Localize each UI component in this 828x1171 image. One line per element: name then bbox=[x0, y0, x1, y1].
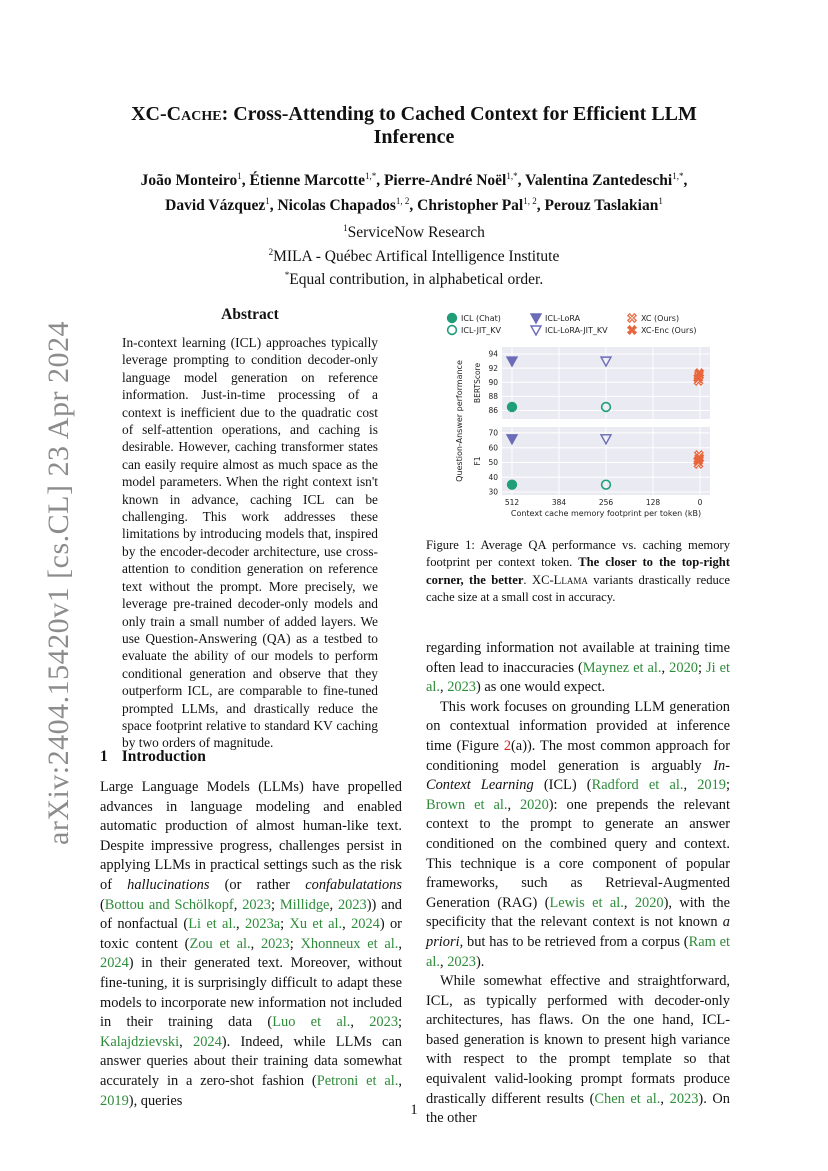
figure-1-svg bbox=[440, 306, 730, 528]
author-name: Nicolas Chapados bbox=[277, 197, 396, 215]
section-title: Introduction bbox=[121, 748, 206, 765]
y-tick-label: 88 bbox=[488, 392, 498, 402]
data-point bbox=[508, 480, 517, 489]
y-tick-label: 50 bbox=[488, 458, 498, 468]
citation-link[interactable]: Bottou and Schölkopf bbox=[104, 896, 234, 913]
y-tick-label: 30 bbox=[488, 487, 498, 497]
arxiv-identifier-sidebar bbox=[22, 321, 75, 845]
x-tick-label: 0 bbox=[697, 498, 703, 507]
citation-link[interactable]: Lewis et al. bbox=[549, 894, 624, 911]
citation-link[interactable]: Zou et al. bbox=[189, 935, 251, 952]
author-name: Christopher Pal bbox=[417, 197, 524, 215]
intro-paragraph: regarding information not available at training time often lead to inaccuracies (Maynez et al., 2020; Ji et al., 2023) as one would expect. bbox=[426, 640, 730, 696]
legend-label: XC-Enc (Ours) bbox=[641, 326, 697, 335]
legend-marker bbox=[448, 326, 457, 335]
author-name: Valentina Zantedeschi bbox=[525, 172, 673, 190]
section-number: 1 bbox=[100, 748, 108, 765]
citation-link[interactable]: 2023 bbox=[337, 896, 367, 913]
y-tick-label: 94 bbox=[488, 349, 498, 359]
y-tick-label: 70 bbox=[488, 428, 498, 438]
author-name: Perouz Taslakian bbox=[544, 197, 659, 215]
data-point bbox=[508, 403, 517, 412]
citation-link[interactable]: Kalajdzievski bbox=[100, 1033, 180, 1050]
left-column-text bbox=[100, 778, 402, 1111]
citation-link[interactable]: 2020 bbox=[669, 659, 698, 676]
arxiv-identifier: arXiv:2404.15420v1 [cs.CL] 23 Apr 2024 bbox=[42, 321, 75, 845]
legend-label: ICL-JIT_KV bbox=[461, 326, 501, 335]
author-affil: 1, 2 bbox=[523, 196, 537, 207]
citation-link[interactable]: Brown et al. bbox=[426, 796, 508, 813]
citation-link[interactable]: 2023 bbox=[242, 896, 271, 913]
author-affil: 1, 2 bbox=[395, 196, 410, 207]
page-number: 1 bbox=[410, 1102, 418, 1118]
author-affil: 1 bbox=[265, 196, 270, 207]
figure-1-chart bbox=[440, 306, 730, 528]
section-heading bbox=[100, 748, 220, 766]
author-affil: 1,* bbox=[672, 171, 684, 181]
y-tick-label: 40 bbox=[488, 472, 498, 482]
panel-y-label: F1 bbox=[473, 456, 482, 466]
legend-label: ICL (Chat) bbox=[461, 314, 501, 323]
citation-link[interactable]: 2019 bbox=[697, 777, 726, 794]
affiliation-marker: * bbox=[284, 270, 290, 281]
citation-link[interactable]: Xu et al. bbox=[289, 916, 343, 933]
y-tick-label: 92 bbox=[488, 363, 498, 373]
citation-link[interactable]: Maynez et al. bbox=[582, 659, 662, 676]
affiliation bbox=[100, 219, 728, 243]
citation-link[interactable]: 2023 bbox=[369, 1014, 399, 1031]
intro-paragraph: While somewhat effective and straightforward, ICL, as typically performed with decoder-only architectures, has flaws. On the one hand, ICL-based generation is known to present high variance with respect to the prompt template so that equivalent valid-looking prompt formats produce drastically different results (Chen et al., 2023). On the other bbox=[426, 973, 730, 1127]
affiliation-text: Equal contribution, in alphabetical order. bbox=[289, 271, 544, 289]
legend-marker bbox=[531, 326, 541, 335]
x-tick-label: 512 bbox=[504, 498, 520, 507]
citation-link[interactable]: Li et al. bbox=[188, 916, 237, 933]
panel-y-label: BERTScore bbox=[473, 362, 482, 404]
citation-link[interactable]: 2020 bbox=[519, 796, 549, 813]
y-tick-label: 60 bbox=[488, 443, 498, 453]
affiliation bbox=[100, 243, 728, 267]
author-name: Étienne Marcotte bbox=[249, 172, 365, 190]
affiliation-list bbox=[100, 219, 728, 290]
author-affil: 1,* bbox=[506, 171, 518, 181]
x-tick-label: 384 bbox=[551, 498, 567, 507]
citation-link[interactable]: Ji et al. bbox=[426, 659, 730, 696]
affiliation-text: MILA - Québec Artifical Intelligence Institute bbox=[273, 247, 560, 265]
author-affil: 1 bbox=[237, 171, 242, 181]
abstract-heading: Abstract bbox=[221, 306, 279, 323]
citation-link[interactable]: 2024 bbox=[193, 1033, 222, 1050]
author-name: David Vázquez bbox=[165, 197, 266, 215]
affiliation-marker: 2 bbox=[268, 246, 274, 257]
x-axis-label: Context cache memory footprint per token (kB) bbox=[510, 509, 702, 518]
legend-label: ICL-LoRA-JIT_KV bbox=[545, 326, 608, 335]
y-tick-label: 90 bbox=[488, 377, 498, 387]
citation-link[interactable]: 2023 bbox=[260, 935, 290, 952]
author-affil: 1 bbox=[658, 196, 663, 207]
legend-marker bbox=[448, 314, 457, 323]
intro-paragraph: This work focuses on grounding LLM generation on contextual information provided at inference time (Figure 2(a)). The most common approach for conditioning model generation is arguably In-Context Learning (ICL) (Radford et al., 2019; Brown et al., 2020): one prepends the relevant context to the prompt to generate an answer conditioned on the combined query and context. This technique is a core component of popular frameworks, such as Retrieval-Augmented Generation (RAG) (Lewis et al., 2020), with the specificity that the relevant context is not known a priori, but has to be retrieved from a corpus (Ram et al., 2023). bbox=[426, 698, 731, 970]
y-tick-label: 86 bbox=[488, 406, 498, 416]
figure-caption: Figure 1: Average QA performance vs. caching memory footprint per context token. The closer to the top-right corner, the better. XC-Llama variants drastically reduce cache size at a small cost in accuracy. bbox=[426, 538, 730, 605]
author-name: Pierre-André Noël bbox=[383, 172, 507, 190]
citation-link[interactable]: 2023 bbox=[447, 953, 476, 970]
legend-label: ICL-LoRA bbox=[545, 314, 581, 323]
citation-link[interactable]: 2024 bbox=[351, 916, 380, 933]
citation-link[interactable]: Petroni et al. bbox=[316, 1072, 399, 1089]
citation-link[interactable]: 2020 bbox=[634, 894, 664, 911]
citation-link[interactable]: 2023 bbox=[669, 1090, 699, 1107]
author-name: João Monteiro bbox=[140, 172, 238, 190]
intro-paragraph: Large Language Models (LLMs) have propelled advances in language modeling and enabled automatic production of almost human-like text. Despite impressive progress, challenges persist in applying LLMs in practical settings such as the risk of hallucinations (or rather confabulatations (Bottou and Schölkopf, 2023; Millidge, 2023)) and of nonfactual (Li et al., 2023a; Xu et al., 2024) or toxic content (Zou et al., 2023; Xhonneux et al., 2024) in their generated text. Moreover, without fine-tuning, it is surprisingly difficult to adapt these models to incorporate new information not included in their training data (Luo et al., 2023; Kalajdzievski, 2024). Indeed, while LLMs can answer queries about their training data somewhat accurately in a zero-shot fashion (Petroni et al., 2019), queries bbox=[100, 779, 403, 1109]
citation-link[interactable]: Radford et al. bbox=[591, 777, 684, 794]
x-tick-label: 128 bbox=[645, 498, 661, 507]
citation-link[interactable]: 2019 bbox=[100, 1092, 129, 1109]
abstract-body: In-context learning (ICL) approaches typically leverage prompting to condition decoder-only language model generation on reference information. Just-in-time processing of a context is inefficient due to the quadratic cost of self-attention operations, and caching is desirable. However, caching transformer states can easily require almost as much space as the model parameters. When the right context isn't known in advance, caching ICL can be challenging. This work addresses these limitations by introducing models that, inspired by the encoder-decoder architecture, use cross-attention to condition generation on reference text without the prompt. More precisely, we leverage pre-trained decoder-only models and only train a small number of added layers. We use Question-Answering (QA) as a testbed to evaluate the ability of our models to perform conditional generation and observe that they outperform ICL, are comparable to fine-tuned prompted LLMs, and drastically reduce the space footprint relative to standard KV caching by two orders of magnitude. bbox=[122, 335, 378, 751]
right-column-text bbox=[426, 639, 730, 1129]
legend-label: XC (Ours) bbox=[641, 314, 680, 323]
citation-link[interactable]: 2023a bbox=[244, 916, 281, 933]
legend-marker bbox=[628, 314, 636, 322]
figure-ref-link[interactable]: 2 bbox=[503, 737, 512, 754]
title-system-name: XC-Cache bbox=[131, 103, 222, 125]
citation-link[interactable]: 2023 bbox=[447, 679, 476, 696]
legend-marker bbox=[531, 314, 541, 323]
citation-link[interactable]: Ram et al. bbox=[426, 933, 730, 970]
citation-link[interactable]: 2024 bbox=[100, 955, 129, 972]
citation-link[interactable]: Luo et al. bbox=[272, 1014, 351, 1031]
author-list: João Monteiro$^1$, Étienne Marcotte$^{1,*}$, Pierre-André Noël$^{1,*}$, Valentina Zantedeschi$^{1,*}$, David Vázquez$^1$, Nicolas Chapados$^{1, 2}$, Christopher Pal$^{1, 2}$, Perouz Taslakian$^1$ bbox=[140, 171, 688, 215]
citation-link[interactable]: Xhonneux et al. bbox=[300, 935, 399, 952]
citation-link[interactable]: Millidge bbox=[279, 896, 330, 913]
affiliation-text: ServiceNow Research bbox=[347, 224, 485, 242]
author-affil: 1,* bbox=[364, 171, 377, 181]
legend-marker bbox=[628, 326, 636, 334]
affiliation-marker: 1 bbox=[343, 223, 348, 233]
x-tick-label: 256 bbox=[598, 498, 614, 507]
title-rest: : Cross-Attending to Cached Context for Efficient LLM Inference bbox=[221, 103, 697, 148]
y-axis-label-shared: Question-Answer performance bbox=[455, 360, 464, 482]
affiliation bbox=[100, 266, 728, 290]
paper-title bbox=[100, 103, 728, 149]
citation-link[interactable]: Chen et al. bbox=[594, 1090, 661, 1107]
